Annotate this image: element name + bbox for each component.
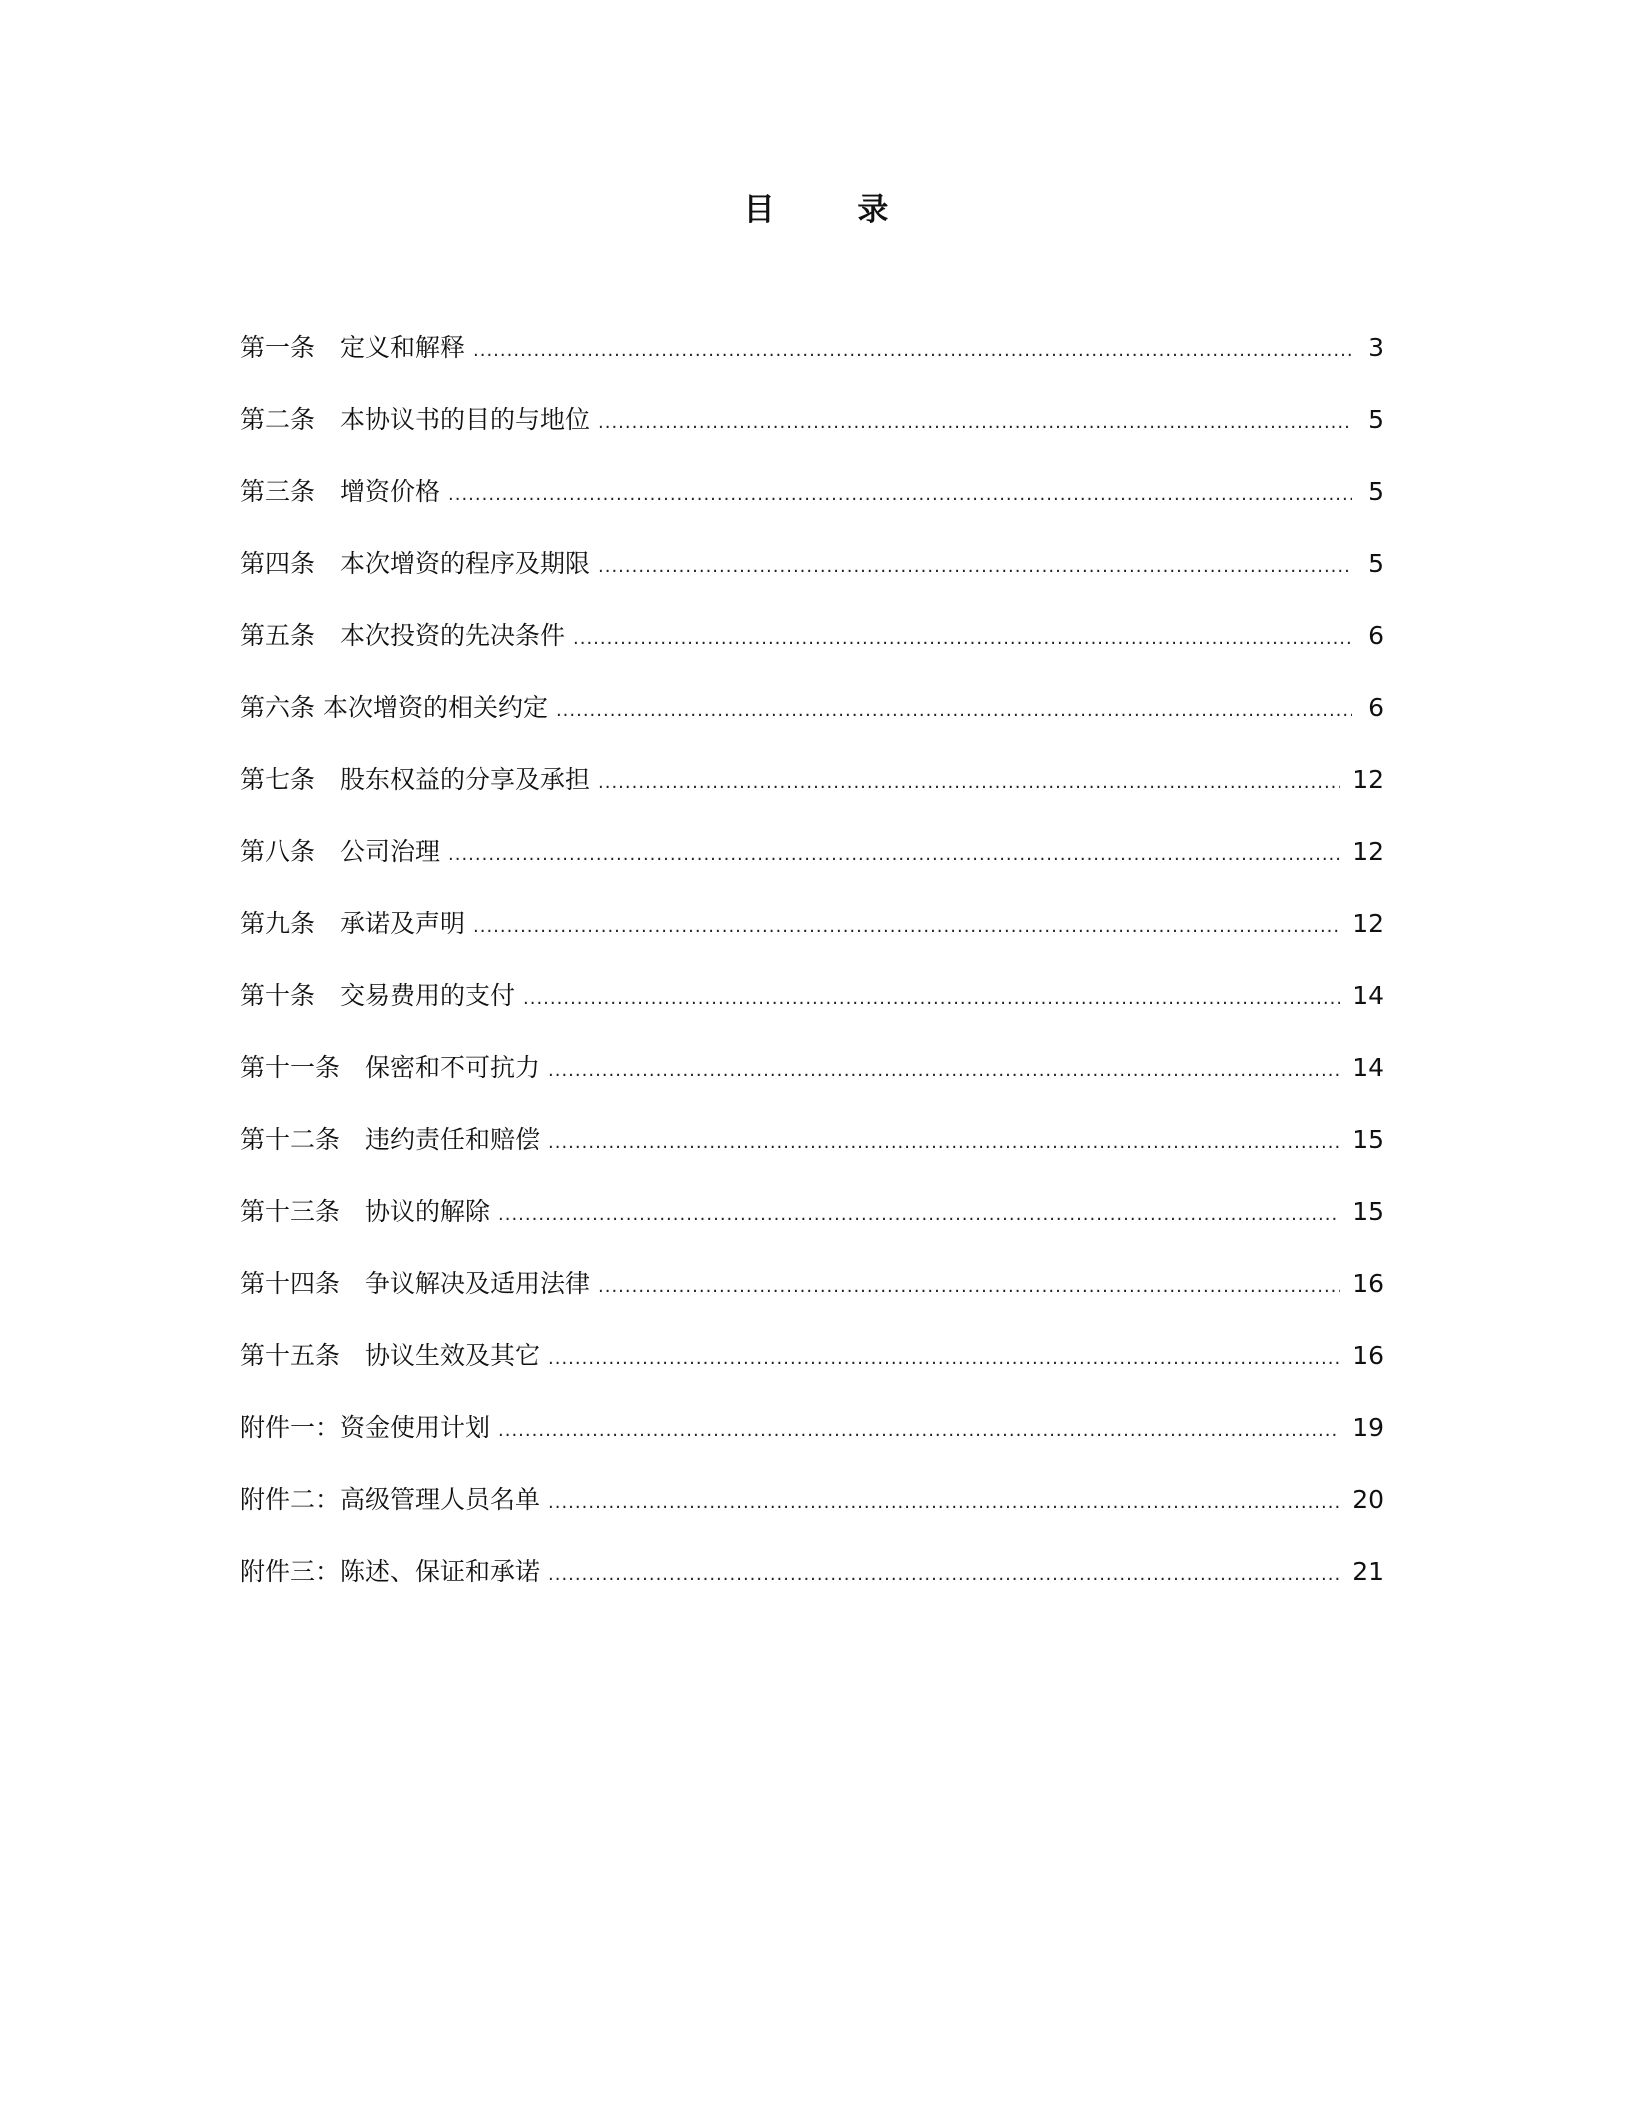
toc-entry-page: 12 — [1352, 765, 1384, 794]
toc-entry-13[interactable] — [240, 1194, 1384, 1266]
toc-dot-leader — [598, 549, 1352, 585]
toc-entry-label: 第十二条 违约责任和赔偿 — [240, 1125, 541, 1154]
toc-entry-page: 5 — [1368, 477, 1384, 506]
toc-entry-label: 第一条 定义和解释 — [240, 333, 466, 362]
toc-entry-label: 第八条 公司治理 — [240, 837, 441, 866]
toc-dot-leader — [548, 1125, 1340, 1161]
toc-entry-page: 14 — [1352, 1053, 1384, 1082]
toc-entry-12[interactable] — [240, 1122, 1384, 1194]
toc-dot-leader — [498, 1197, 1340, 1233]
toc-entry-label: 第二条 本协议书的目的与地位 — [240, 405, 591, 434]
toc-entry-page: 16 — [1352, 1269, 1384, 1298]
toc-dot-leader — [556, 693, 1352, 729]
toc-entry-label: 第十条 交易费用的支付 — [240, 981, 516, 1010]
toc-entry-16[interactable] — [240, 1410, 1384, 1482]
toc-entry-page: 21 — [1352, 1557, 1384, 1586]
toc-entry-page: 14 — [1352, 981, 1384, 1010]
toc-entry-page: 15 — [1352, 1125, 1384, 1154]
toc-entry-page: 5 — [1368, 549, 1384, 578]
toc-entry-label: 第十五条 协议生效及其它 — [240, 1341, 541, 1370]
toc-entry-14[interactable] — [240, 1266, 1384, 1338]
toc-entry-label: 第五条 本次投资的先决条件 — [240, 621, 566, 650]
toc-dot-leader — [573, 621, 1352, 657]
toc-dot-leader — [473, 333, 1352, 369]
toc-dot-leader — [548, 1485, 1340, 1521]
toc-dot-leader — [548, 1557, 1340, 1593]
toc-entry-8[interactable] — [240, 834, 1384, 906]
toc-entry-label: 附件二：高级管理人员名单 — [240, 1485, 541, 1514]
toc-entry-label: 附件一：资金使用计划 — [240, 1413, 491, 1442]
toc-entry-10[interactable] — [240, 978, 1384, 1050]
table-of-contents — [240, 330, 1384, 1626]
toc-entry-label: 附件三：陈述、保证和承诺 — [240, 1557, 541, 1586]
toc-entry-page: 5 — [1368, 405, 1384, 434]
toc-entry-page: 15 — [1352, 1197, 1384, 1226]
toc-entry-label: 第十四条 争议解决及适用法律 — [240, 1269, 591, 1298]
toc-entry-page: 12 — [1352, 837, 1384, 866]
toc-entry-3[interactable] — [240, 474, 1384, 546]
page-title: 目 录 — [743, 192, 925, 228]
toc-entry-18[interactable] — [240, 1554, 1384, 1626]
toc-dot-leader — [523, 981, 1340, 1017]
toc-entry-page: 6 — [1368, 621, 1384, 650]
toc-entry-page: 20 — [1352, 1485, 1384, 1514]
toc-dot-leader — [448, 837, 1340, 873]
toc-entry-page: 6 — [1368, 693, 1384, 722]
toc-entry-page: 3 — [1368, 333, 1384, 362]
toc-entry-label: 第四条 本次增资的程序及期限 — [240, 549, 591, 578]
toc-dot-leader — [448, 477, 1352, 513]
toc-entry-6[interactable] — [240, 690, 1384, 762]
toc-entry-5[interactable] — [240, 618, 1384, 690]
toc-entry-1[interactable] — [240, 330, 1384, 402]
toc-entry-page: 12 — [1352, 909, 1384, 938]
toc-entry-page: 19 — [1352, 1413, 1384, 1442]
toc-entry-label: 第三条 增资价格 — [240, 477, 441, 506]
toc-entry-label: 第十一条 保密和不可抗力 — [240, 1053, 541, 1082]
toc-dot-leader — [548, 1341, 1340, 1377]
toc-entry-15[interactable] — [240, 1338, 1384, 1410]
toc-entry-label: 第七条 股东权益的分享及承担 — [240, 765, 591, 794]
toc-entry-11[interactable] — [240, 1050, 1384, 1122]
toc-entry-4[interactable] — [240, 546, 1384, 618]
toc-entry-label: 第六条 本次增资的相关约定 — [240, 693, 548, 722]
toc-dot-leader — [498, 1413, 1340, 1449]
toc-entry-17[interactable] — [240, 1482, 1384, 1554]
toc-dot-leader — [473, 909, 1340, 945]
toc-entry-7[interactable] — [240, 762, 1384, 834]
toc-entry-label: 第九条 承诺及声明 — [240, 909, 466, 938]
toc-entry-label: 第十三条 协议的解除 — [240, 1197, 491, 1226]
toc-dot-leader — [598, 1269, 1340, 1305]
toc-dot-leader — [548, 1053, 1340, 1089]
toc-entry-9[interactable] — [240, 906, 1384, 978]
toc-dot-leader — [598, 765, 1340, 801]
toc-dot-leader — [598, 405, 1352, 441]
toc-entry-page: 16 — [1352, 1341, 1384, 1370]
toc-entry-2[interactable] — [240, 402, 1384, 474]
